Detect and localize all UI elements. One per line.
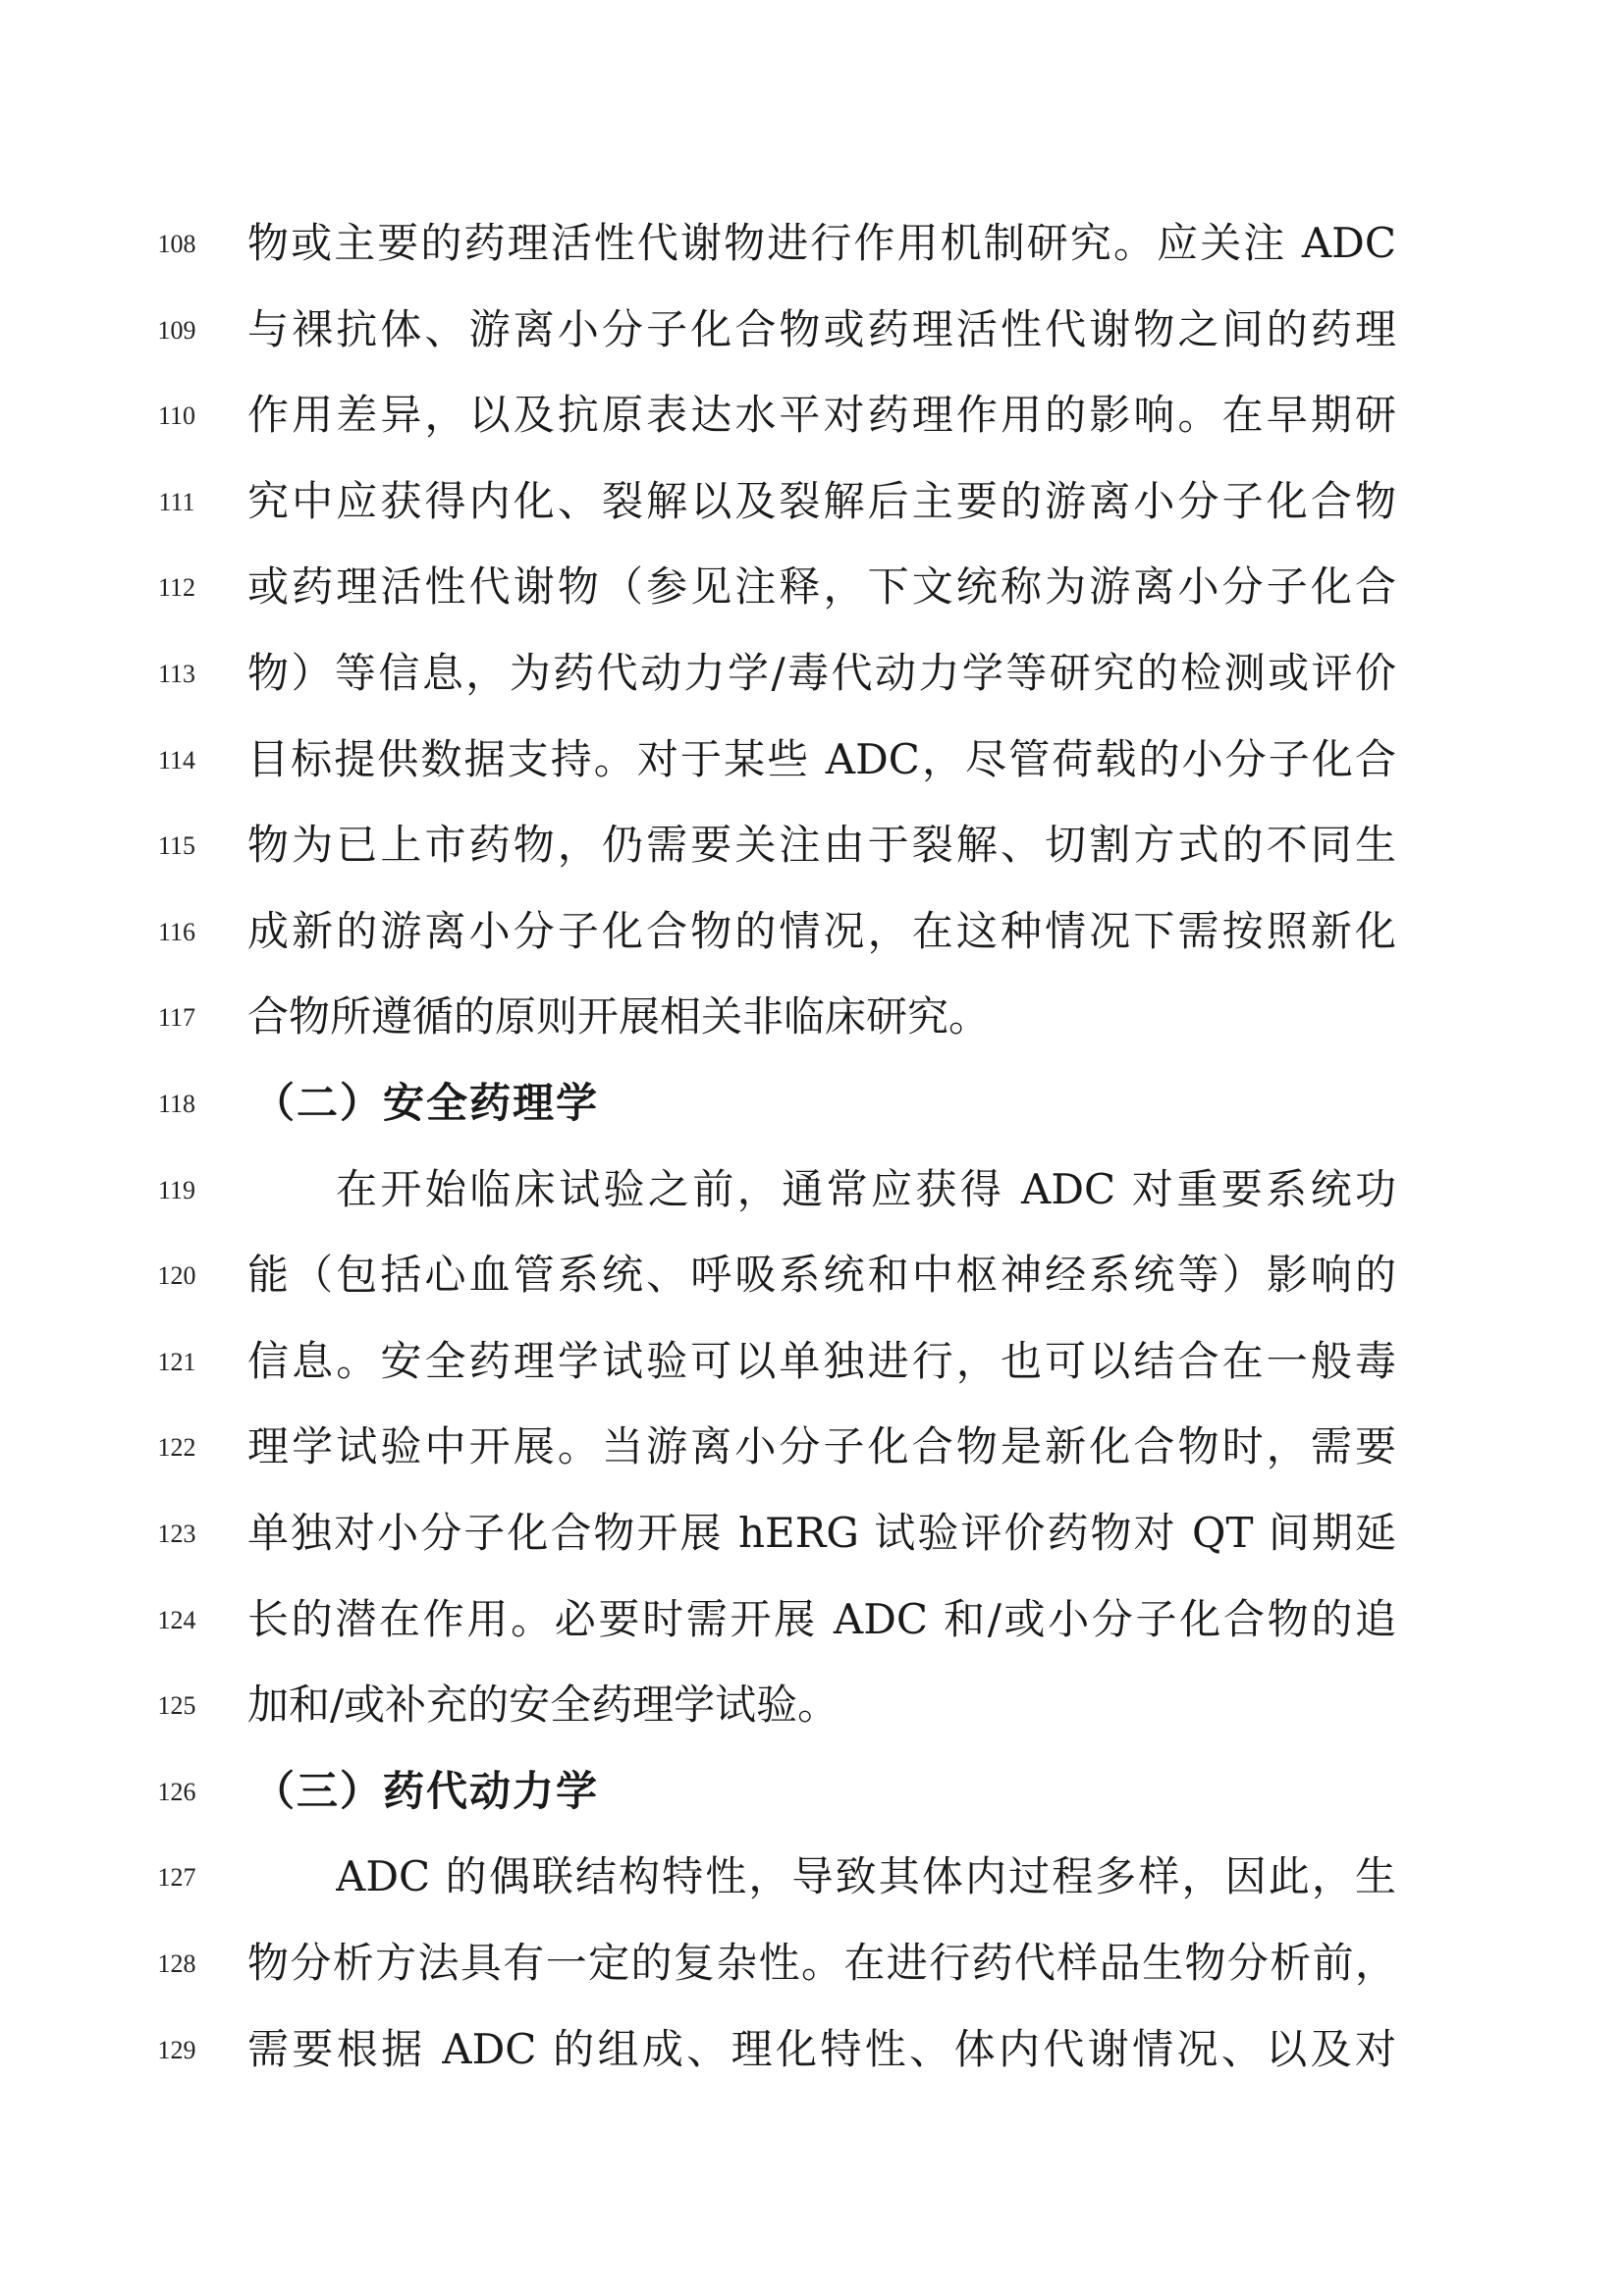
document-line [0, 1590, 1624, 1649]
document-line [0, 644, 1624, 703]
document-line [0, 1847, 1624, 1906]
line-number: 117 [157, 1003, 196, 1033]
section-heading: （三）药代动力学 [253, 1766, 600, 1815]
line-text: 需要根据 ADC 的组成、理化特性、体内代谢情况、以及对 [247, 2024, 1396, 2073]
document-line [0, 1762, 1624, 1821]
line-number: 111 [158, 487, 195, 516]
line-number: 116 [157, 917, 196, 946]
line-number: 123 [157, 1520, 196, 1548]
line-number: 124 [157, 1605, 196, 1634]
line-number: 110 [157, 401, 196, 431]
line-text: 与裸抗体、游离小分子化合物或药理活性代谢物之间的药理 [247, 304, 1396, 353]
line-number: 109 [157, 315, 196, 345]
document-line [0, 988, 1624, 1046]
document-line [0, 816, 1624, 875]
line-number: 122 [157, 1433, 196, 1463]
document-line [0, 2020, 1624, 2079]
line-number: 118 [157, 1090, 196, 1118]
line-text: 作用差异，以及抗原表达水平对药理作用的影响。在早期研 [247, 391, 1396, 440]
line-number: 128 [157, 1949, 196, 1978]
line-number: 114 [157, 745, 196, 774]
document-line [0, 558, 1624, 616]
line-text: 成新的游离小分子化合物的情况，在这种情况下需按照新化 [247, 906, 1396, 955]
document-line [0, 386, 1624, 445]
line-text: 物）等信息，为药代动力学/毒代动力学等研究的检测或评价 [247, 649, 1396, 697]
line-text: 物分析方法具有一定的复杂性。在进行药代样品生物分析前， [247, 1939, 1396, 1987]
document-line [0, 1074, 1624, 1133]
line-number: 121 [157, 1347, 196, 1376]
document-line [0, 1160, 1624, 1219]
line-text: 信息。安全药理学试验可以单独进行，也可以结合在一般毒 [247, 1336, 1396, 1385]
document-line [0, 730, 1624, 789]
line-text: 能（包括心血管系统、呼吸系统和中枢神经系统等）影响的 [247, 1251, 1396, 1300]
line-number: 129 [157, 2035, 196, 2064]
line-text: 在开始临床试验之前，通常应获得 ADC 对重要系统功 [336, 1164, 1396, 1213]
document-line [0, 1676, 1624, 1735]
line-text: 加和/或补充的安全药理学试验。 [247, 1681, 839, 1730]
document-line [0, 300, 1624, 359]
line-text: 理学试验中开展。当游离小分子化合物是新化合物时，需要 [247, 1422, 1396, 1471]
document-line [0, 214, 1624, 273]
document-line [0, 1332, 1624, 1391]
line-number: 115 [157, 831, 196, 861]
line-number: 126 [157, 1777, 196, 1806]
document-line [0, 1504, 1624, 1563]
line-number: 113 [157, 660, 196, 688]
line-text: 目标提供数据支持。对于某些 ADC，尽管荷载的小分子化合 [247, 734, 1396, 783]
line-number: 120 [157, 1261, 196, 1291]
line-number: 127 [157, 1863, 196, 1893]
line-text: 长的潜在作用。必要时需开展 ADC 和/或小分子化合物的追 [247, 1594, 1396, 1643]
document-line [0, 1246, 1624, 1305]
line-number: 108 [157, 230, 196, 258]
line-text: 或药理活性代谢物（参见注释，下文统称为游离小分子化合 [247, 562, 1396, 612]
line-text: 物或主要的药理活性代谢物进行作用机制研究。应关注 ADC [247, 219, 1396, 267]
line-text: 究中应获得内化、裂解以及裂解后主要的游离小分子化合物 [247, 476, 1396, 525]
line-text: 单独对小分子化合物开展 hERG 试验评价药物对 QT 间期延 [247, 1509, 1396, 1557]
section-heading: （二）安全药理学 [253, 1079, 600, 1127]
line-number: 125 [157, 1691, 196, 1721]
line-number: 112 [157, 573, 196, 603]
line-number: 119 [157, 1175, 196, 1204]
document-line [0, 1934, 1624, 1993]
line-text: 合物所遵循的原则开展相关非临床研究。 [247, 992, 991, 1041]
document-line [0, 1417, 1624, 1476]
line-text: ADC 的偶联结构特性，导致其体内过程多样，因此，生 [336, 1852, 1396, 1901]
line-text: 物为已上市药物，仍需要关注由于裂解、切割方式的不同生 [247, 821, 1396, 870]
document-line [0, 472, 1624, 531]
document-line [0, 902, 1624, 961]
